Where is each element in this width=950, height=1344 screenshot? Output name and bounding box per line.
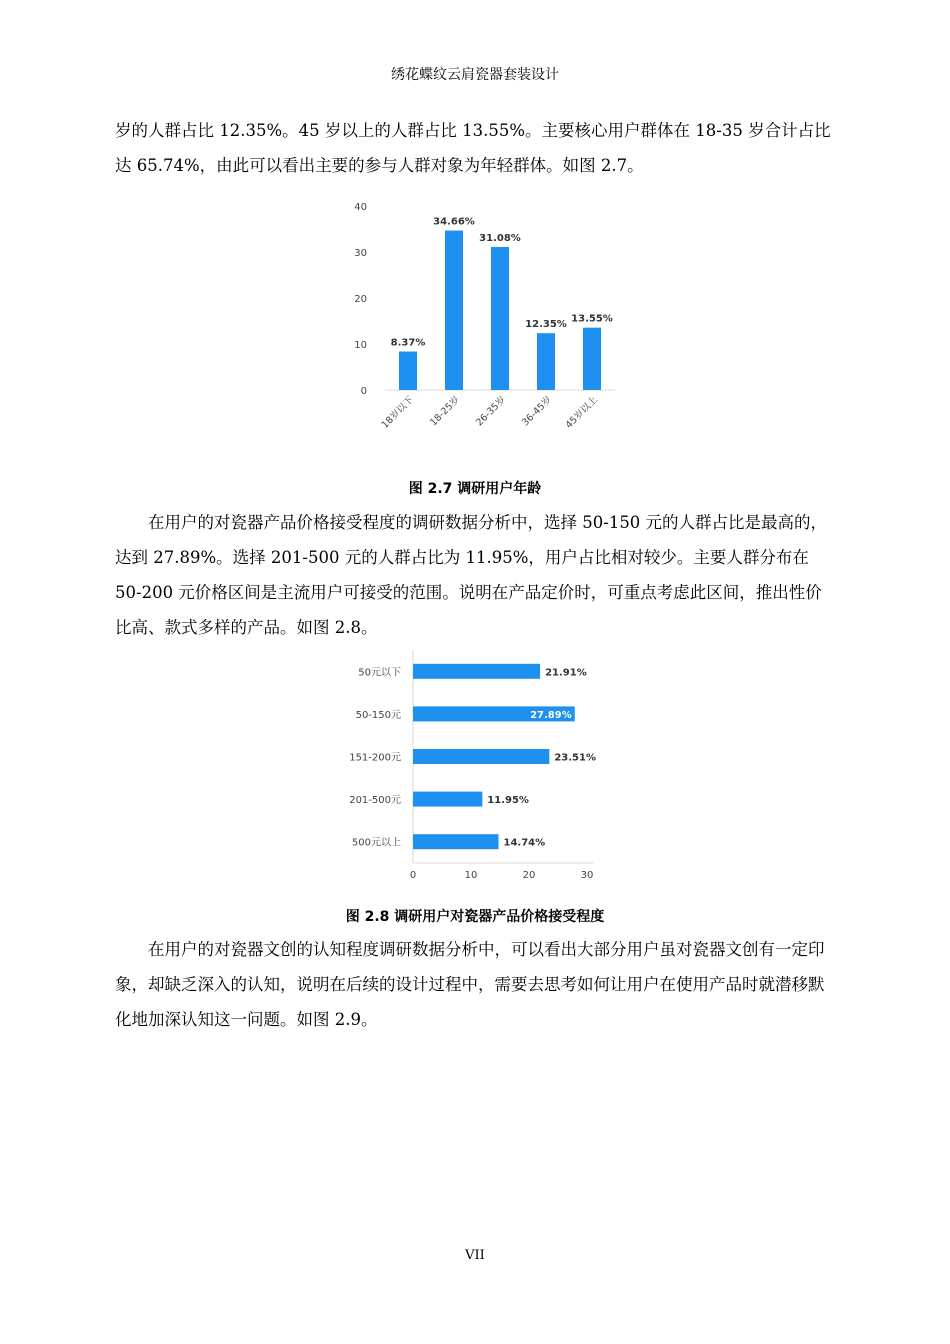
x-tick-label: 18岁以下 (379, 394, 417, 431)
bar-3 (413, 749, 549, 764)
bar-value-label: 14.74% (503, 837, 546, 849)
bar-1 (413, 664, 540, 679)
y-tick-label: 500元以上 (351, 837, 401, 849)
page-number: VII (465, 1248, 485, 1263)
bar-2 (445, 231, 463, 390)
paragraph-2: 在用户的对瓷器产品价格接受程度的调研数据分析中，选择 50-150 元的人群占比是最高的，达到 27.89%。选择 201-500 元的人群占比为 11.95%，用户占比相对较少。主要人群分布在 50-200 元价格区间是主流用户可接受的范围。说明在产品定价时，可重点考虑此区间，推出性价比高、款式多样的产品。如图 2.8。 (115, 513, 828, 637)
bar-5 (413, 834, 498, 849)
paragraph-3: 在用户的对瓷器文创的认知程度调研数据分析中，可以看出大部分用户虽对瓷器文创有一定印象，却缺乏深入的认知，说明在后续的设计过程中，需要去思考如何让用户在使用产品时就潜移默化地加深认知这一问题。如图 2.9。 (115, 940, 825, 1029)
price-bar-chart (335, 645, 625, 885)
x-tick-label: 30 (580, 870, 594, 881)
x-tick-label: 18-25岁 (428, 394, 463, 429)
x-tick-label: 26-35岁 (474, 394, 509, 429)
y-tick-label: 201-500元 (349, 795, 401, 807)
y-tick-label: 30 (354, 248, 367, 259)
y-tick-label: 50-150元 (355, 709, 401, 721)
running-header: 绣花蝶纹云肩瓷器套装设计 (391, 67, 559, 83)
figure-caption-2-8: 图 2.8 调研用户对瓷器产品价格接受程度 (345, 909, 605, 925)
y-tick-label: 10 (354, 340, 367, 351)
x-tick-label: 10 (464, 870, 478, 881)
bar-value-label: 8.37% (390, 337, 426, 349)
figure-caption-2-7: 图 2.7 调研用户年龄 (408, 481, 542, 497)
bar-value-label: 23.51% (554, 752, 597, 764)
bar-3 (491, 247, 509, 390)
age-bar-chart (340, 195, 630, 445)
bar-4 (537, 333, 555, 390)
y-tick-label: 0 (360, 386, 367, 397)
bar-1 (399, 351, 417, 390)
bar-4 (413, 792, 482, 807)
y-tick-label: 151-200元 (349, 752, 401, 764)
bar-value-label: 21.91% (545, 667, 587, 679)
x-tick-label: 36-45岁 (520, 394, 555, 429)
bar-value-label: 13.55% (571, 313, 613, 325)
x-tick-label: 0 (409, 870, 417, 881)
bar-5 (583, 328, 601, 390)
y-tick-label: 20 (354, 294, 367, 305)
paragraph-1: 岁的人群占比 12.35%。45 岁以上的人群占比 13.55%。主要核心用户群体在 18-35 岁合计占比达 65.74%，由此可以看出主要的参与人群对象为年轻群体。如图 2.7。 (115, 121, 831, 175)
y-tick-label: 50元以下 (358, 667, 401, 679)
x-tick-label: 20 (522, 870, 536, 881)
bar-value-label: 34.66% (433, 216, 475, 228)
bar-value-label: 31.08% (479, 233, 521, 245)
bar-value-label: 12.35% (525, 319, 567, 331)
bar-value-label: 11.95% (487, 795, 529, 807)
bar-value-label: 27.89% (530, 709, 572, 721)
x-tick-label: 45岁以上 (563, 394, 601, 431)
y-tick-label: 40 (354, 202, 367, 213)
